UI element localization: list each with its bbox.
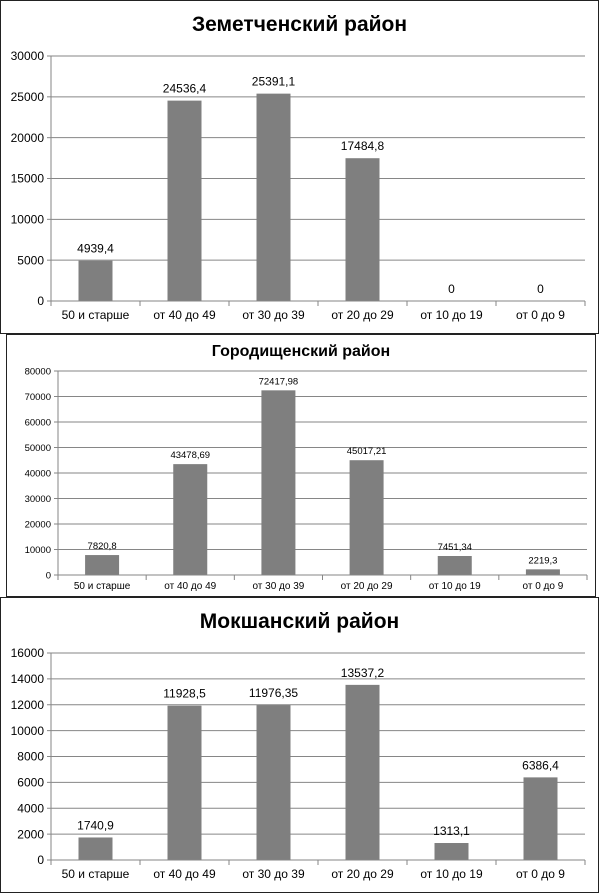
y-tick-label: 16000 [10,646,44,661]
data-label: 1313,1 [433,824,470,839]
data-label: 17484,8 [340,139,385,154]
y-tick-label: 4000 [17,801,44,816]
y-tick-label: 40000 [24,468,51,480]
y-tick-label: 5000 [17,253,44,268]
y-tick-label: 2000 [17,827,44,842]
x-tick-label: от 40 до 49 [153,867,216,881]
y-tick-label: 60000 [24,417,51,429]
x-tick-label: от 30 до 39 [242,308,305,322]
data-label: 24536,4 [162,81,207,96]
x-tick-label: 50 и старше [73,581,131,592]
x-tick-label: от 20 до 29 [331,308,394,322]
bar [435,843,469,860]
bar [85,555,119,575]
x-tick-label: от 30 до 39 [242,867,305,881]
x-tick-label: от 0 до 9 [516,867,565,881]
x-tick-label: от 0 до 9 [516,308,565,322]
chart-title: Мокшанский район [199,610,400,633]
x-tick-label: от 0 до 9 [522,581,564,592]
x-tick-label: 50 и старше [61,308,130,322]
y-tick-label: 70000 [24,391,51,403]
x-tick-label: от 20 до 29 [331,867,394,881]
data-label: 0 [537,282,544,296]
bar [350,460,384,575]
data-label: 45017,21 [346,446,387,458]
bar [524,777,558,860]
data-label: 25391,1 [251,74,296,89]
x-tick-label: 50 и старше [61,867,130,881]
y-tick-label: 0 [37,853,44,868]
bar [257,94,291,301]
y-tick-label: 20000 [10,130,44,145]
y-tick-label: 10000 [24,544,51,556]
bar [261,390,295,575]
y-tick-label: 14000 [10,672,44,687]
bar [346,685,380,860]
y-tick-label: 0 [45,570,51,582]
bar [173,464,207,575]
data-label: 2219,3 [528,555,558,567]
data-label: 4939,4 [77,241,114,256]
data-label: 0 [448,282,455,296]
bar [526,569,560,575]
bar-chart [7,335,595,596]
chart-title: Городищенский район [211,343,391,360]
y-tick-label: 8000 [17,749,44,764]
chart-title: Земетченский район [191,13,408,36]
y-tick-label: 80000 [24,366,51,378]
x-tick-label: от 40 до 49 [153,308,216,322]
y-tick-label: 15000 [10,171,44,186]
chart-panel-gorodishchensky [6,334,596,597]
y-tick-label: 25000 [10,90,44,105]
chart-panel-zemetchinsky [0,0,599,334]
x-tick-label: от 10 до 19 [420,308,483,322]
y-tick-label: 20000 [24,519,51,531]
x-tick-label: от 10 до 19 [420,867,483,881]
y-tick-label: 12000 [10,697,44,712]
bar-chart [1,1,598,333]
x-tick-label: от 10 до 19 [428,581,481,592]
bar [257,705,291,860]
y-tick-label: 6000 [17,775,44,790]
y-tick-label: 10000 [10,723,44,738]
data-label: 1740,9 [77,818,114,833]
x-tick-label: от 30 до 39 [252,581,305,592]
y-tick-label: 10000 [10,212,44,227]
data-label: 11976,35 [248,686,299,701]
data-label: 13537,2 [340,665,385,680]
data-label: 6386,4 [522,758,559,773]
data-label: 43478,69 [170,450,211,462]
bar [168,706,202,860]
data-label: 7820,8 [87,541,117,553]
data-label: 72417,98 [258,376,299,388]
y-tick-label: 50000 [24,442,51,454]
bar [79,837,113,860]
chart-panel-mokshansky [0,597,599,893]
y-tick-label: 0 [37,294,44,309]
y-tick-label: 30000 [10,49,44,64]
bar [79,261,113,301]
data-label: 11928,5 [163,686,206,701]
bar [438,556,472,575]
bar [346,158,380,301]
bar-chart [1,598,598,892]
x-tick-label: от 40 до 49 [164,581,217,592]
x-tick-label: от 20 до 29 [340,581,393,592]
y-tick-label: 30000 [24,493,51,505]
bar [168,101,202,301]
data-label: 7451,34 [437,541,472,553]
